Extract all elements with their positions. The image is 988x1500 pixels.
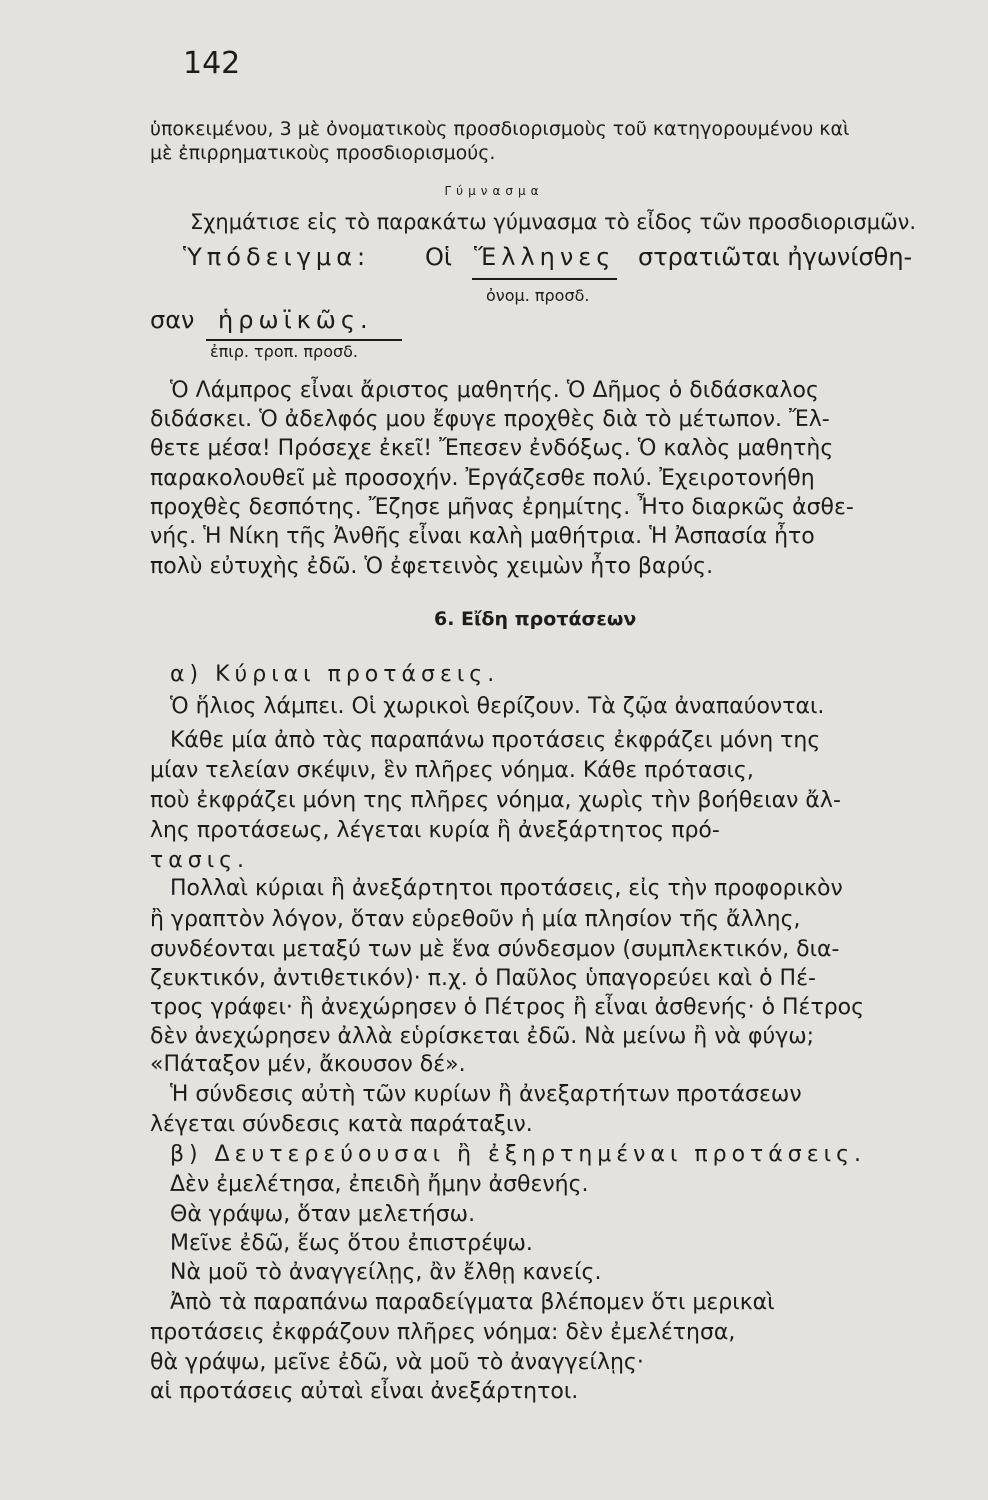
text-line: ποὺ ἐκφράζει μόνη της πλῆρες νόημα, χωρὶς τὴν βοήθειαν ἄλ-	[150, 788, 841, 813]
example-word: σαν	[150, 306, 195, 334]
example-label: Ὑπόδειγμα:	[183, 243, 371, 271]
text-line: «Πάταξον μέν, ἄκουσον δέ».	[150, 1052, 466, 1077]
subheading-b: β) Δευτερεύουσαι ἢ ἐξηρτημέναι προτάσεις.	[170, 1142, 866, 1167]
underline	[472, 278, 617, 280]
text-line: παρακολουθεῖ μὲ προσοχήν. Ἐργάζεσθε πολύ. Ἐχειροτονήθη	[150, 466, 815, 491]
text-line: συνδέονται μεταξύ των μὲ ἕνα σύνδεσμον (συμπλεκτικόν, δια-	[150, 937, 840, 962]
example-word: στρατιῶται ἠγωνίσθη-	[638, 243, 913, 271]
underline	[206, 339, 402, 341]
text-line: νής. Ἡ Νίκη τῆς Ἀνθῆς εἶναι καλὴ μαθήτρια. Ἡ Ἀσπασία ἦτο	[150, 524, 815, 549]
text-line: τρος γράφει· ἢ ἀνεχώρησεν ὁ Πέτρος ἢ εἶναι ἀσθενής· ὁ Πέτρος	[150, 995, 865, 1020]
text-line: αἱ προτάσεις αὐταὶ εἶναι ἀνεξάρτητοι.	[150, 1379, 579, 1404]
example-word: Οἱ	[425, 243, 453, 271]
text-line: θὰ γράψω, μεῖνε ἐδῶ, νὰ μοῦ τὸ ἀναγγείλῃς·	[150, 1350, 644, 1375]
example-word-underlined: Ἕλληνες	[474, 243, 616, 271]
text-line: Νὰ μοῦ τὸ ἀναγγείλῃς, ἂν ἔλθῃ κανείς.	[170, 1260, 602, 1285]
text-line: προχθὲς δεσπότης. Ἔζησε μῆνας ἐρημίτης. Ἦτο διαρκῶς ἀσθε-	[150, 495, 854, 520]
text-line: Ἀπὸ τὰ παραπάνω παραδείγματα βλέπομεν ὅτι μερικαὶ	[170, 1290, 775, 1315]
text-line: λης προτάσεως, λέγεται κυρία ἢ ἀνεξάρτητος πρό-	[150, 818, 720, 843]
intro-line: μὲ ἐπιρρηματικοὺς προσδιορισμούς.	[150, 142, 496, 164]
text-line: Δὲν ἐμελέτησα, ἐπειδὴ ἤμην ἀσθενής.	[170, 1172, 589, 1197]
text-line: τασις.	[150, 848, 250, 873]
text-line: μίαν τελείαν σκέψιν, ἓν πλῆρες νόημα. Κάθε πρότασις,	[150, 758, 754, 783]
text-line: Ἡ σύνδεσις αὐτὴ τῶν κυρίων ἢ ἀνεξαρτήτων προτάσεων	[170, 1082, 802, 1107]
section-heading: 6. Εἴδη προτάσεων	[434, 608, 637, 630]
text-line: Μεῖνε ἐδῶ, ἕως ὅτου ἐπιστρέψω.	[170, 1231, 533, 1256]
text-line: λέγεται σύνδεσις κατὰ παράταξιν.	[150, 1112, 533, 1137]
text-line: πολὺ εὐτυχὴς ἐδῶ. Ὁ ἐφετεινὸς χειμὼν ἦτο βαρύς.	[150, 554, 714, 579]
intro-line: ὑποκειμένου, 3 μὲ ὀνοματικοὺς προσδιορισμοὺς τοῦ κατηγορουμένου καὶ	[150, 118, 850, 140]
exercise-instruction: Σχημάτισε εἰς τὸ παρακάτω γύμνασμα τὸ εἶδος τῶν προσδιορισμῶν.	[190, 210, 917, 234]
subheading-a: α) Κύριαι προτάσεις.	[170, 662, 500, 687]
text-line: δὲν ἀνεχώρησεν ἀλλὰ εὑρίσκεται ἐδῶ. Νὰ μείνω ἢ νὰ φύγω;	[150, 1024, 815, 1049]
text-line: Θὰ γράψω, ὅταν μελετήσω.	[170, 1202, 476, 1227]
annotation-label: ἐπιρ. τροπ. προσδ.	[210, 342, 358, 361]
text-line: Κάθε μία ἀπὸ τὰς παραπάνω προτάσεις ἐκφράζει μόνη της	[170, 728, 821, 753]
text-line: θετε μέσα! Πρόσεχε ἐκεῖ! Ἔπεσεν ἐνδόξως. Ὁ καλὸς μαθητὴς	[150, 436, 834, 461]
text-line: ζευκτικόν, ἀντιθετικόν)· π.χ. ὁ Παῦλος ὑπαγορεύει καὶ ὁ Πέ-	[150, 966, 816, 991]
text-line: διδάσκει. Ὁ ἀδελφός μου ἔφυγε προχθὲς διὰ τὸ μέτωπον. Ἔλ-	[150, 407, 830, 432]
page-number: 142	[183, 46, 241, 81]
text-line: προτάσεις ἐκφράζουν πλῆρες νόημα: δὲν ἐμελέτησα,	[150, 1320, 736, 1345]
annotation-label: ὀνομ. προσδ.	[486, 286, 590, 305]
text-line: Ὁ Λάμπρος εἶναι ἄριστος μαθητής. Ὁ Δῆμος ὁ διδάσκαλος	[170, 378, 819, 403]
text-line: Ὁ ἥλιος λάμπει. Οἱ χωρικοὶ θερίζουν. Τὰ ζῷα ἀναπαύονται.	[170, 694, 825, 719]
text-line: Πολλαὶ κύριαι ἢ ἀνεξάρτητοι προτάσεις, εἰς τὴν προφορικὸν	[170, 876, 843, 901]
exercise-heading: Γύμνασμα	[444, 184, 544, 198]
text-line: ἢ γραπτὸν λόγον, ὅταν εὑρεθοῦν ἡ μία πλησίον τῆς ἄλλης,	[150, 907, 801, 932]
example-word-underlined: ἡρωϊκῶς.	[218, 306, 373, 334]
